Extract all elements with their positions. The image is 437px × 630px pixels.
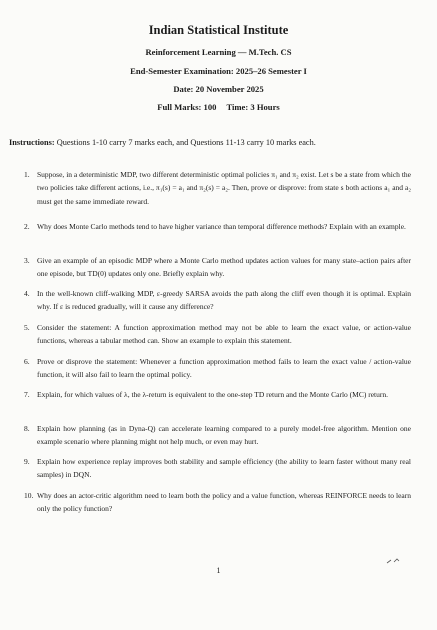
exam-time: Time: 3 Hours: [226, 102, 280, 112]
question-number: 6.: [24, 357, 30, 366]
question-number: 8.: [24, 424, 30, 433]
question-number: 4.: [24, 289, 30, 298]
instructions: [9, 137, 434, 148]
question-number: 3.: [24, 256, 30, 265]
question-text: Consider the statement: A function approximation method may not be able to learn the exact value, or action-value functions, whereas a tabular method can. Show an example to explain this statement.: [37, 323, 411, 346]
question-text: Explain how experience replay improves both stability and sample efficiency (the ability to learn faster without many real samples) in DQN.: [37, 457, 411, 480]
question-text: Suppose, in a deterministic MDP, two different deterministic optimal policies π₁ and π₂ exist. Let s be a state from which the two policies take different actions, i.e., π₁(s) = a₁ and π₂(s) = a₂. Then, prove or disprove: from state s both actions a₁ and a₂ must get the same immediate reward.: [37, 170, 411, 206]
question-text: Why does an actor-critic algorithm need to learn both the policy and a value function, whereas REINFORCE needs to learn only the policy function?: [37, 491, 411, 514]
question-number: 2.: [24, 222, 30, 231]
question-text: Prove or disprove the statement: Whenever a function approximation method fails to learn the exact value / action-value function, it will also fail to learn the optimal policy.: [37, 357, 411, 380]
question-text: Why does Monte Carlo methods tend to have higher variance than temporal difference methods? Explain with an example.: [37, 222, 406, 231]
marks-time-line: [0, 102, 437, 113]
exam-date: Date: 20 November 2025: [173, 84, 264, 94]
question-text: Explain, for which values of λ, the λ-return is equivalent to the one-step TD return and the Monte Carlo (MC) return.: [37, 390, 388, 399]
instructions-label: Instructions:: [9, 138, 55, 147]
question-number: 7.: [24, 390, 30, 399]
pen-mark: [385, 556, 405, 566]
full-marks: Full Marks: 100: [157, 102, 217, 112]
page-number: 1: [216, 566, 221, 575]
question-number: 5.: [24, 323, 30, 332]
question-number: 10.: [24, 491, 34, 500]
instructions-text: Questions 1-10 carry 7 marks each, and Questions 11-13 carry 10 marks each.: [56, 138, 316, 147]
exam-title: End-Semester Examination: 2025–26 Semester I: [130, 66, 307, 76]
question-number: 1.: [24, 170, 30, 179]
question-text: Give an example of an episodic MDP where a Monte Carlo method updates action values for many state–action pairs after one episode, but TD(0) updates only one. Briefly explain why.: [37, 256, 411, 279]
question-number: 9.: [24, 457, 30, 466]
question-text: Explain how planning (as in Dyna-Q) can accelerate learning compared to a purely model-free algorithm. Mention one example scenario where planning might not help much, or even may hurt.: [37, 424, 411, 447]
course-title: Reinforcement Learning — M.Tech. CS: [145, 47, 292, 57]
exam-header: [0, 22, 437, 113]
institute-title: Indian Statistical Institute: [148, 23, 289, 37]
question-text: In the well-known cliff-walking MDP, ε-greedy SARSA avoids the path along the cliff even though it is optimal. Explain why. If ε is reduced gradually, will it cause any difference?: [37, 289, 411, 312]
